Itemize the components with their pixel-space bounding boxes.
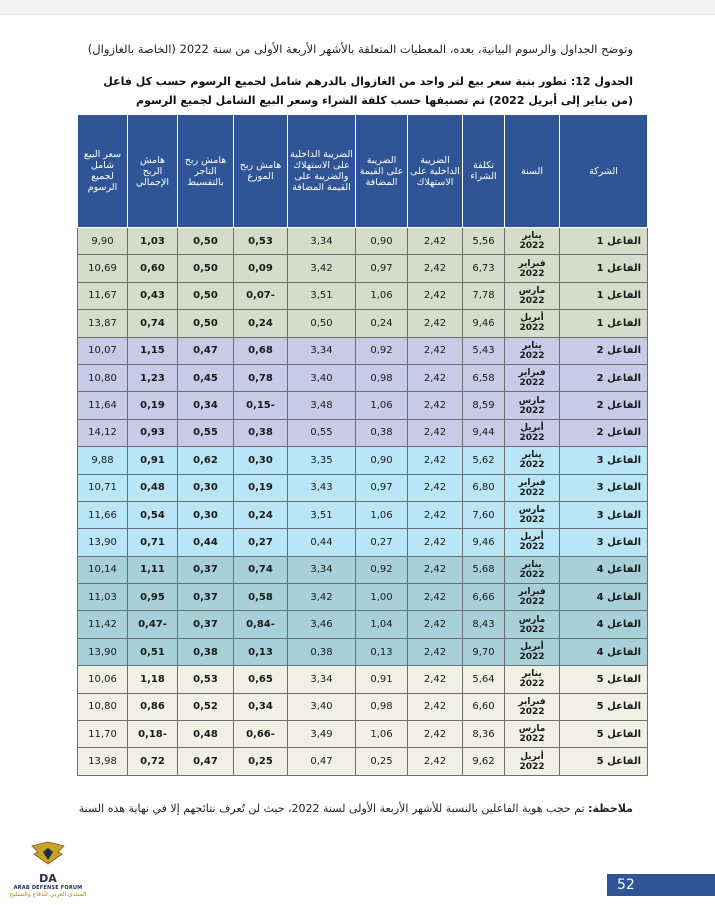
cell-company: الفاعل 5 xyxy=(560,693,648,720)
cell-distributor-margin: 0,53 xyxy=(234,228,288,255)
table-body xyxy=(78,228,648,776)
cell-period: فبراير 2022 xyxy=(505,584,560,611)
cell-retailer-margin: 0,53 xyxy=(178,666,234,693)
table-row xyxy=(78,310,648,337)
cell-period: يناير 2022 xyxy=(505,228,560,255)
cell-company: الفاعل 4 xyxy=(560,556,648,583)
cell-period: مارس 2022 xyxy=(505,611,560,638)
cell-purchase-cost: 7,60 xyxy=(463,501,505,528)
cell-vat: 1,00 xyxy=(356,584,408,611)
note-label: ملاحظة: xyxy=(588,802,633,815)
cell-retailer-margin: 0,38 xyxy=(178,638,234,665)
cell-total-margin: 0,43 xyxy=(128,282,178,309)
caption-line-1: الجدول 12: تطور بنية سعر بيع لتر واحد من الغازوال بالدرهم شامل لجميع الرسوم حسب كل فاعل xyxy=(103,75,633,88)
table-row xyxy=(78,501,648,528)
cell-distributor-margin: -0,84 xyxy=(234,611,288,638)
cell-period: مارس 2022 xyxy=(505,721,560,748)
table-row xyxy=(78,474,648,501)
cell-distributor-margin: 0,25 xyxy=(234,748,288,775)
cell-period: فبراير 2022 xyxy=(505,364,560,391)
header-purchase-cost: تكلفة الشراء xyxy=(463,115,505,228)
header-final-price: سعر البيع شامل لجميع الرسوم xyxy=(78,115,128,228)
cell-consumption-tax-and-vat: 0,47 xyxy=(288,748,356,775)
cell-period: أبريل 2022 xyxy=(505,638,560,665)
cell-distributor-margin: 0,34 xyxy=(234,693,288,720)
cell-final-price: 11,42 xyxy=(78,611,128,638)
cell-consumption-tax-and-vat: 3,51 xyxy=(288,282,356,309)
cell-distributor-margin: 0,13 xyxy=(234,638,288,665)
cell-purchase-cost: 6,73 xyxy=(463,255,505,282)
table-row xyxy=(78,419,648,446)
cell-final-price: 14,12 xyxy=(78,419,128,446)
price-structure-table xyxy=(77,114,648,776)
cell-consumption-tax-and-vat: 0,50 xyxy=(288,310,356,337)
cell-company: الفاعل 2 xyxy=(560,392,648,419)
cell-vat: 0,90 xyxy=(356,447,408,474)
table-row xyxy=(78,392,648,419)
table-row xyxy=(78,611,648,638)
cell-period: فبراير 2022 xyxy=(505,255,560,282)
cell-total-margin: 0,54 xyxy=(128,501,178,528)
cell-consumption-tax: 2,42 xyxy=(408,310,463,337)
cell-consumption-tax: 2,42 xyxy=(408,529,463,556)
table-row xyxy=(78,721,648,748)
cell-purchase-cost: 5,64 xyxy=(463,666,505,693)
table-row xyxy=(78,447,648,474)
intro-paragraph: وتوضح الجداول والرسوم البيانية، بعده، المعطيات المتعلقة بالأشهر الأربعة الأولى من سنة 2022 (الخاصة بالغازوال) xyxy=(87,42,633,56)
cell-company: الفاعل 2 xyxy=(560,337,648,364)
cell-final-price: 13,90 xyxy=(78,638,128,665)
cell-consumption-tax-and-vat: 3,40 xyxy=(288,693,356,720)
cell-consumption-tax: 2,42 xyxy=(408,392,463,419)
header-company: الشركة xyxy=(560,115,648,228)
cell-retailer-margin: 0,37 xyxy=(178,556,234,583)
cell-purchase-cost: 5,68 xyxy=(463,556,505,583)
cell-period: يناير 2022 xyxy=(505,337,560,364)
table-row xyxy=(78,693,648,720)
cell-purchase-cost: 5,43 xyxy=(463,337,505,364)
cell-purchase-cost: 8,43 xyxy=(463,611,505,638)
cell-total-margin: 1,11 xyxy=(128,556,178,583)
header-total-margin: هامش الربح الإجمالي xyxy=(128,115,178,228)
cell-period: مارس 2022 xyxy=(505,501,560,528)
cell-final-price: 10,07 xyxy=(78,337,128,364)
cell-purchase-cost: 9,62 xyxy=(463,748,505,775)
cell-purchase-cost: 8,36 xyxy=(463,721,505,748)
cell-final-price: 10,14 xyxy=(78,556,128,583)
cell-vat: 0,97 xyxy=(356,255,408,282)
cell-consumption-tax-and-vat: 3,34 xyxy=(288,556,356,583)
cell-company: الفاعل 3 xyxy=(560,501,648,528)
cell-total-margin: 0,51 xyxy=(128,638,178,665)
note-text: تم حجب هوية الفاعلين بالنسبة للأشهر الأربعة الأولى لسنة 2022، حيث لن تُعرف نتائجهم إلا في نهاية هذه السنة xyxy=(78,802,585,815)
table-row xyxy=(78,666,648,693)
cell-retailer-margin: 0,34 xyxy=(178,392,234,419)
cell-total-margin: 0,86 xyxy=(128,693,178,720)
cell-total-margin: 0,71 xyxy=(128,529,178,556)
cell-distributor-margin: -0,15 xyxy=(234,392,288,419)
cell-total-margin: 1,03 xyxy=(128,228,178,255)
cell-vat: 0,38 xyxy=(356,419,408,446)
cell-total-margin: 0,93 xyxy=(128,419,178,446)
cell-consumption-tax-and-vat: 3,51 xyxy=(288,501,356,528)
cell-consumption-tax: 2,42 xyxy=(408,447,463,474)
cell-final-price: 11,64 xyxy=(78,392,128,419)
table-note xyxy=(63,798,633,820)
cell-company: الفاعل 3 xyxy=(560,447,648,474)
cell-retailer-margin: 0,50 xyxy=(178,282,234,309)
header-period: السنة xyxy=(505,115,560,228)
table-row xyxy=(78,556,648,583)
cell-consumption-tax: 2,42 xyxy=(408,721,463,748)
cell-consumption-tax: 2,42 xyxy=(408,666,463,693)
cell-vat: 0,92 xyxy=(356,556,408,583)
cell-vat: 0,13 xyxy=(356,638,408,665)
cell-purchase-cost: 8,59 xyxy=(463,392,505,419)
cell-consumption-tax-and-vat: 3,48 xyxy=(288,392,356,419)
cell-company: الفاعل 1 xyxy=(560,255,648,282)
cell-final-price: 9,88 xyxy=(78,447,128,474)
cell-final-price: 11,66 xyxy=(78,501,128,528)
cell-final-price: 10,71 xyxy=(78,474,128,501)
cell-vat: 1,06 xyxy=(356,392,408,419)
table-caption xyxy=(63,72,633,110)
cell-consumption-tax: 2,42 xyxy=(408,693,463,720)
cell-distributor-margin: 0,24 xyxy=(234,310,288,337)
cell-distributor-margin: 0,58 xyxy=(234,584,288,611)
cell-vat: 0,98 xyxy=(356,364,408,391)
cell-retailer-margin: 0,50 xyxy=(178,310,234,337)
cell-distributor-margin: 0,65 xyxy=(234,666,288,693)
cell-consumption-tax-and-vat: 3,46 xyxy=(288,611,356,638)
cell-purchase-cost: 9,44 xyxy=(463,419,505,446)
cell-total-margin: 0,74 xyxy=(128,310,178,337)
cell-consumption-tax-and-vat: 3,40 xyxy=(288,364,356,391)
cell-company: الفاعل 5 xyxy=(560,666,648,693)
cell-company: الفاعل 1 xyxy=(560,228,648,255)
cell-final-price: 11,03 xyxy=(78,584,128,611)
cell-period: يناير 2022 xyxy=(505,666,560,693)
cell-final-price: 10,80 xyxy=(78,693,128,720)
table-row xyxy=(78,748,648,775)
cell-consumption-tax-and-vat: 3,49 xyxy=(288,721,356,748)
watermark-logo xyxy=(2,838,94,902)
cell-period: مارس 2022 xyxy=(505,392,560,419)
cell-retailer-margin: 0,55 xyxy=(178,419,234,446)
cell-retailer-margin: 0,62 xyxy=(178,447,234,474)
cell-consumption-tax: 2,42 xyxy=(408,419,463,446)
cell-retailer-margin: 0,37 xyxy=(178,584,234,611)
cell-vat: 0,24 xyxy=(356,310,408,337)
cell-purchase-cost: 6,66 xyxy=(463,584,505,611)
cell-purchase-cost: 9,46 xyxy=(463,310,505,337)
cell-retailer-margin: 0,47 xyxy=(178,337,234,364)
cell-retailer-margin: 0,30 xyxy=(178,474,234,501)
cell-vat: 1,06 xyxy=(356,282,408,309)
cell-consumption-tax-and-vat: 3,42 xyxy=(288,255,356,282)
cell-consumption-tax-and-vat: 0,44 xyxy=(288,529,356,556)
cell-company: الفاعل 1 xyxy=(560,282,648,309)
table-row xyxy=(78,638,648,665)
cell-distributor-margin: 0,19 xyxy=(234,474,288,501)
cell-period: أبريل 2022 xyxy=(505,310,560,337)
watermark-mark: DA xyxy=(39,872,57,885)
cell-period: مارس 2022 xyxy=(505,282,560,309)
cell-distributor-margin: 0,30 xyxy=(234,447,288,474)
cell-distributor-margin: 0,74 xyxy=(234,556,288,583)
cell-consumption-tax-and-vat: 3,34 xyxy=(288,228,356,255)
cell-vat: 1,06 xyxy=(356,721,408,748)
cell-vat: 0,97 xyxy=(356,474,408,501)
cell-retailer-margin: 0,45 xyxy=(178,364,234,391)
cell-purchase-cost: 5,62 xyxy=(463,447,505,474)
cell-company: الفاعل 5 xyxy=(560,748,648,775)
cell-purchase-cost: 7,78 xyxy=(463,282,505,309)
cell-total-margin: 0,95 xyxy=(128,584,178,611)
cell-consumption-tax-and-vat: 3,42 xyxy=(288,584,356,611)
cell-consumption-tax-and-vat: 3,34 xyxy=(288,337,356,364)
cell-period: فبراير 2022 xyxy=(505,693,560,720)
watermark-english: ARAB DEFENSE FORUM xyxy=(13,885,83,891)
cell-retailer-margin: 0,50 xyxy=(178,255,234,282)
cell-vat: 0,25 xyxy=(356,748,408,775)
cell-consumption-tax: 2,42 xyxy=(408,748,463,775)
cell-distributor-margin: 0,24 xyxy=(234,501,288,528)
table-row xyxy=(78,364,648,391)
cell-total-margin: 1,18 xyxy=(128,666,178,693)
cell-vat: 0,90 xyxy=(356,228,408,255)
cell-consumption-tax: 2,42 xyxy=(408,337,463,364)
cell-consumption-tax-and-vat: 3,34 xyxy=(288,666,356,693)
table-row xyxy=(78,337,648,364)
cell-distributor-margin: -0,66 xyxy=(234,721,288,748)
cell-consumption-tax: 2,42 xyxy=(408,255,463,282)
cell-vat: 0,98 xyxy=(356,693,408,720)
cell-total-margin: 1,15 xyxy=(128,337,178,364)
header-consumption-tax-and-vat: الضريبة الداخلية على الاستهلاك والضريبة على القيمة المضافة xyxy=(288,115,356,228)
cell-company: الفاعل 5 xyxy=(560,721,648,748)
cell-distributor-margin: 0,09 xyxy=(234,255,288,282)
table-row xyxy=(78,529,648,556)
cell-total-margin: 0,60 xyxy=(128,255,178,282)
cell-company: الفاعل 3 xyxy=(560,529,648,556)
cell-consumption-tax-and-vat: 3,35 xyxy=(288,447,356,474)
cell-period: أبريل 2022 xyxy=(505,419,560,446)
header-consumption-tax: الضريبة الداخلية على الاستهلاك xyxy=(408,115,463,228)
cell-final-price: 11,67 xyxy=(78,282,128,309)
cell-consumption-tax-and-vat: 3,43 xyxy=(288,474,356,501)
cell-period: يناير 2022 xyxy=(505,556,560,583)
page-top-band xyxy=(0,0,715,15)
cell-vat: 0,92 xyxy=(356,337,408,364)
cell-company: الفاعل 4 xyxy=(560,584,648,611)
table-row xyxy=(78,282,648,309)
cell-final-price: 13,87 xyxy=(78,310,128,337)
cell-final-price: 13,90 xyxy=(78,529,128,556)
table-row xyxy=(78,228,648,255)
cell-retailer-margin: 0,37 xyxy=(178,611,234,638)
caption-line-2: (من يناير إلى أبريل 2022) تم تصنيفها حسب كلفة الشراء وسعر البيع الشامل لجميع الرسوم xyxy=(136,94,633,107)
cell-purchase-cost: 6,60 xyxy=(463,693,505,720)
cell-purchase-cost: 5,56 xyxy=(463,228,505,255)
cell-purchase-cost: 6,58 xyxy=(463,364,505,391)
cell-vat: 1,04 xyxy=(356,611,408,638)
cell-total-margin: 0,48 xyxy=(128,474,178,501)
cell-consumption-tax: 2,42 xyxy=(408,282,463,309)
cell-distributor-margin: 0,38 xyxy=(234,419,288,446)
cell-retailer-margin: 0,44 xyxy=(178,529,234,556)
cell-purchase-cost: 9,46 xyxy=(463,529,505,556)
cell-company: الفاعل 3 xyxy=(560,474,648,501)
page-number: 52 xyxy=(607,874,715,896)
header-vat: الضريبة على القيمة المضافة xyxy=(356,115,408,228)
cell-company: الفاعل 4 xyxy=(560,638,648,665)
table-row xyxy=(78,255,648,282)
cell-distributor-margin: 0,27 xyxy=(234,529,288,556)
cell-company: الفاعل 2 xyxy=(560,364,648,391)
cell-final-price: 13,98 xyxy=(78,748,128,775)
cell-final-price: 9,90 xyxy=(78,228,128,255)
cell-final-price: 11,70 xyxy=(78,721,128,748)
cell-retailer-margin: 0,52 xyxy=(178,693,234,720)
cell-consumption-tax: 2,42 xyxy=(408,556,463,583)
cell-total-margin: 0,91 xyxy=(128,447,178,474)
table-header-row xyxy=(78,115,648,228)
cell-total-margin: 1,23 xyxy=(128,364,178,391)
header-retailer-margin: هامش ربح التاجر بالتقسيط xyxy=(178,115,234,228)
cell-period: يناير 2022 xyxy=(505,447,560,474)
cell-retailer-margin: 0,30 xyxy=(178,501,234,528)
cell-vat: 0,27 xyxy=(356,529,408,556)
cell-period: أبريل 2022 xyxy=(505,529,560,556)
cell-final-price: 10,06 xyxy=(78,666,128,693)
cell-retailer-margin: 0,48 xyxy=(178,721,234,748)
cell-final-price: 10,69 xyxy=(78,255,128,282)
cell-company: الفاعل 2 xyxy=(560,419,648,446)
cell-total-margin: -0,18 xyxy=(128,721,178,748)
cell-consumption-tax-and-vat: 0,38 xyxy=(288,638,356,665)
cell-consumption-tax: 2,42 xyxy=(408,364,463,391)
cell-distributor-margin: -0,07 xyxy=(234,282,288,309)
header-distributor-margin: هامش ربح الموزع xyxy=(234,115,288,228)
eagle-emblem-icon xyxy=(28,838,68,868)
cell-total-margin: 0,19 xyxy=(128,392,178,419)
cell-retailer-margin: 0,47 xyxy=(178,748,234,775)
cell-period: فبراير 2022 xyxy=(505,474,560,501)
cell-purchase-cost: 6,80 xyxy=(463,474,505,501)
cell-company: الفاعل 4 xyxy=(560,611,648,638)
cell-total-margin: 0,72 xyxy=(128,748,178,775)
cell-consumption-tax: 2,42 xyxy=(408,584,463,611)
cell-purchase-cost: 9,70 xyxy=(463,638,505,665)
cell-period: أبريل 2022 xyxy=(505,748,560,775)
cell-consumption-tax: 2,42 xyxy=(408,638,463,665)
cell-distributor-margin: 0,78 xyxy=(234,364,288,391)
table-row xyxy=(78,584,648,611)
cell-total-margin: -0,47 xyxy=(128,611,178,638)
cell-consumption-tax: 2,42 xyxy=(408,501,463,528)
cell-consumption-tax: 2,42 xyxy=(408,611,463,638)
cell-final-price: 10,80 xyxy=(78,364,128,391)
cell-company: الفاعل 1 xyxy=(560,310,648,337)
cell-vat: 0,91 xyxy=(356,666,408,693)
cell-vat: 1,06 xyxy=(356,501,408,528)
cell-retailer-margin: 0,50 xyxy=(178,228,234,255)
cell-consumption-tax: 2,42 xyxy=(408,474,463,501)
price-structure-table-container xyxy=(78,114,648,776)
cell-consumption-tax-and-vat: 0,55 xyxy=(288,419,356,446)
cell-consumption-tax: 2,42 xyxy=(408,228,463,255)
watermark-arabic: المنتدى العربي للدفاع والتسليح xyxy=(9,891,87,898)
cell-distributor-margin: 0,68 xyxy=(234,337,288,364)
